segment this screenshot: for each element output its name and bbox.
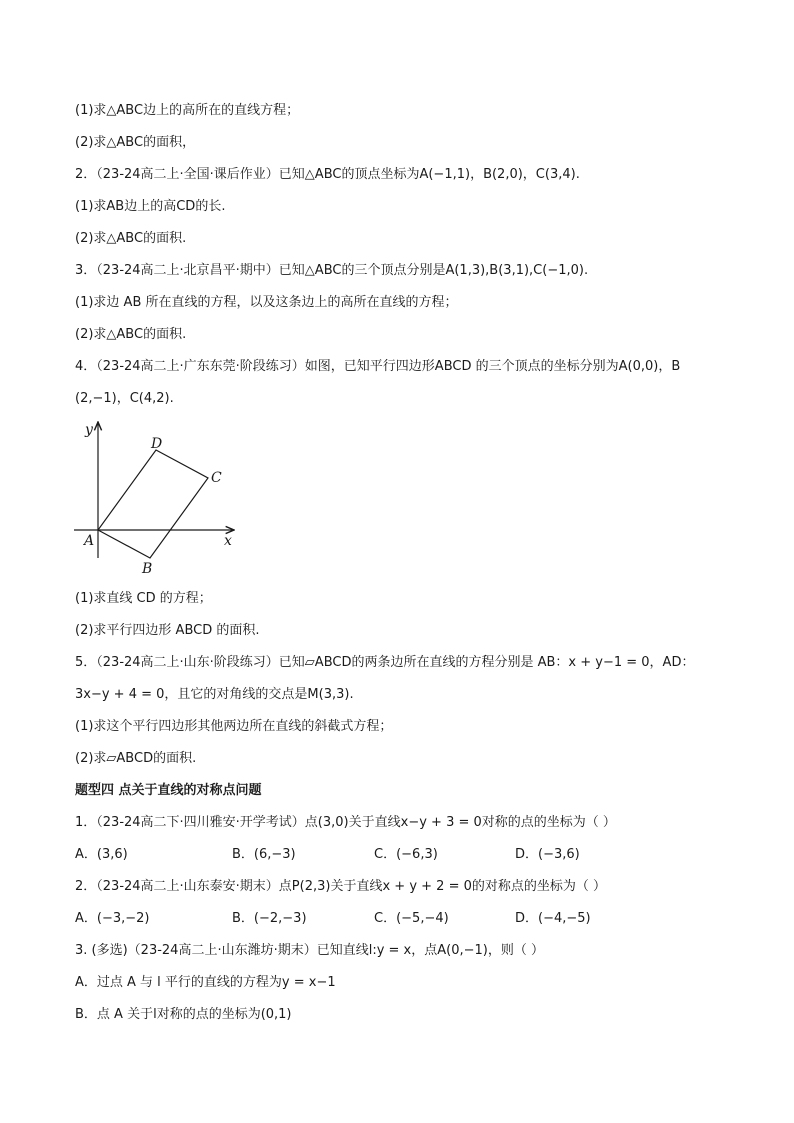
q3-option-b: B．点 A 关于l对称的点的坐标为(0,1): [75, 1007, 292, 1022]
line-11: (1)求直线 CD 的方程；: [75, 591, 212, 606]
question-2-stem: 2．（23-24高二上·全国·课后作业）已知△ABC的顶点坐标为A(−1,1)，B(2,0)，C(3,4).: [75, 167, 580, 182]
x-axis-label: x: [224, 533, 232, 549]
y-axis-label: y: [85, 422, 93, 438]
line-14: 3x−y + 4 = 0，且它的对角线的交点是M(3,3).: [75, 687, 354, 702]
q3-option-a: A．过点 A 与 l 平行的直线的方程为y = x−1: [75, 975, 336, 990]
q3-stem: 3. (多选)（23-24高二上·山东潍坊·期末）已知直线l:y = x，点A(0,−1)，则（ ）: [75, 943, 544, 958]
q2-stem: 2．（23-24高二上·山东泰安·期末）点P(2,3)关于直线x + y + 2 = 0的对称点的坐标为（ ）: [75, 879, 607, 894]
line-5: (2)求△ABC的面积.: [75, 231, 187, 246]
q1-option-a: A．(3,6): [75, 847, 128, 862]
line-16: (2)求▱ABCD的面积.: [75, 751, 197, 766]
line-2: (2)求△ABC的面积，: [75, 135, 196, 150]
vertex-b-label: B: [142, 561, 153, 577]
question-4-stem: 4．（23-24高二上·广东东莞·阶段练习）如图，已知平行四边形ABCD 的三个顶点的坐标分别为A(0,0)，B: [75, 359, 681, 374]
line-15: (1)求这个平行四边形其他两边所在直线的斜截式方程；: [75, 719, 393, 734]
vertex-c-label: C: [211, 470, 222, 486]
vertex-a-label: A: [84, 533, 95, 549]
line-10: (2,−1)，C(4,2).: [75, 391, 174, 406]
q2-option-b: B．(−2,−3): [232, 911, 307, 926]
line-4: (1)求AB边上的高CD的长.: [75, 199, 226, 214]
parallelogram-figure: [72, 418, 247, 578]
line-1: (1)求△ABC边上的高所在的直线方程；: [75, 103, 300, 118]
vertex-d-label: D: [151, 436, 163, 452]
parallelogram-abcd: [98, 450, 208, 558]
section-heading: 题型四 点关于直线的对称点问题: [75, 783, 262, 798]
line-7: (1)求边 AB 所在直线的方程，以及这条边上的高所在直线的方程；: [75, 295, 458, 310]
q1-stem: 1．（23-24高二下·四川雅安·开学考试）点(3,0)关于直线x−y + 3 = 0对称的点的坐标为（ ）: [75, 815, 616, 830]
q1-option-c: C．(−6,3): [374, 847, 438, 862]
question-3-stem: 3．（23-24高二上·北京昌平·期中）已知△ABC的三个顶点分别是A(1,3),B(3,1),C(−1,0).: [75, 263, 589, 278]
q2-option-a: A．(−3,−2): [75, 911, 150, 926]
q1-option-d: D．(−3,6): [515, 847, 580, 862]
q2-option-c: C．(−5,−4): [374, 911, 449, 926]
q1-option-b: B．(6,−3): [232, 847, 296, 862]
line-12: (2)求平行四边形 ABCD 的面积.: [75, 623, 260, 638]
q2-option-d: D．(−4,−5): [515, 911, 591, 926]
line-8: (2)求△ABC的面积.: [75, 327, 187, 342]
question-5-stem: 5．（23-24高二上·山东·阶段练习）已知▱ABCD的两条边所在直线的方程分别是 AB：x + y−1 = 0，AD：: [75, 655, 695, 670]
